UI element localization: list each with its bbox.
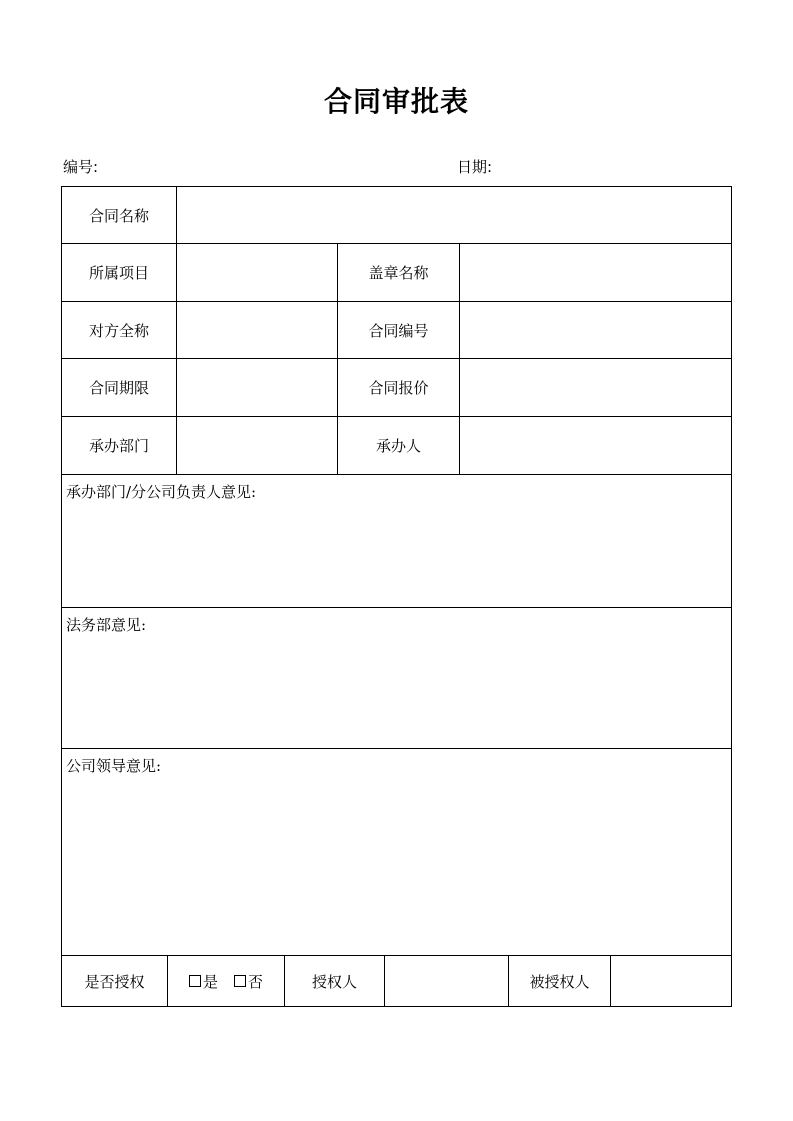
number-label: 编号: [63,158,99,176]
dept-head-opinion-area[interactable] [62,500,731,606]
quote-label: 合同报价 [368,379,429,397]
contract-name-label: 合同名称 [88,206,149,225]
counterparty-value[interactable] [177,302,337,358]
page-title: 合同审批表 [323,85,469,118]
checkbox-icon[interactable] [234,975,246,987]
authorize-yes-option[interactable] [189,971,218,992]
project-value[interactable] [177,244,337,301]
department-value[interactable] [177,417,337,474]
legal-opinion-area[interactable] [62,634,731,747]
authorize-no-option[interactable] [234,971,263,992]
project-label: 所属项目 [88,264,149,282]
grantee-value[interactable] [611,956,731,1006]
contract-no-label: 合同编号 [368,321,429,340]
table-border-right [731,186,732,1007]
dept-head-opinion-label: 承办部门/分公司负责人意见: [66,483,257,501]
department-label: 承办部门 [88,437,149,455]
authorize-label: 是否授权 [84,972,145,991]
seal-name-label: 盖章名称 [368,264,429,282]
grantee-label: 被授权人 [529,972,590,991]
counterparty-label: 对方全称 [88,321,149,340]
legal-opinion-label: 法务部意见: [66,616,147,634]
authorize-yes-label: 是 [202,972,218,991]
grantor-value[interactable] [385,956,508,1006]
term-label: 合同期限 [88,379,149,397]
seal-name-value[interactable] [460,244,731,301]
quote-value[interactable] [460,359,731,416]
table-border-bottom [61,1006,732,1007]
authorize-no-label: 否 [248,972,264,991]
row-divider [61,474,732,475]
leader-opinion-label: 公司领导意见: [66,757,162,775]
grantor-label: 授权人 [311,972,357,991]
term-value[interactable] [177,359,337,416]
authorize-options [168,956,284,1006]
checkbox-icon[interactable] [189,975,201,987]
contract-no-value[interactable] [460,302,731,358]
date-label: 日期: [457,158,493,176]
row-divider [61,748,732,749]
contract-name-value[interactable] [177,187,731,243]
handler-label: 承办人 [375,437,421,455]
row-divider [61,607,732,608]
handler-value[interactable] [460,417,731,474]
leader-opinion-area[interactable] [62,775,731,954]
